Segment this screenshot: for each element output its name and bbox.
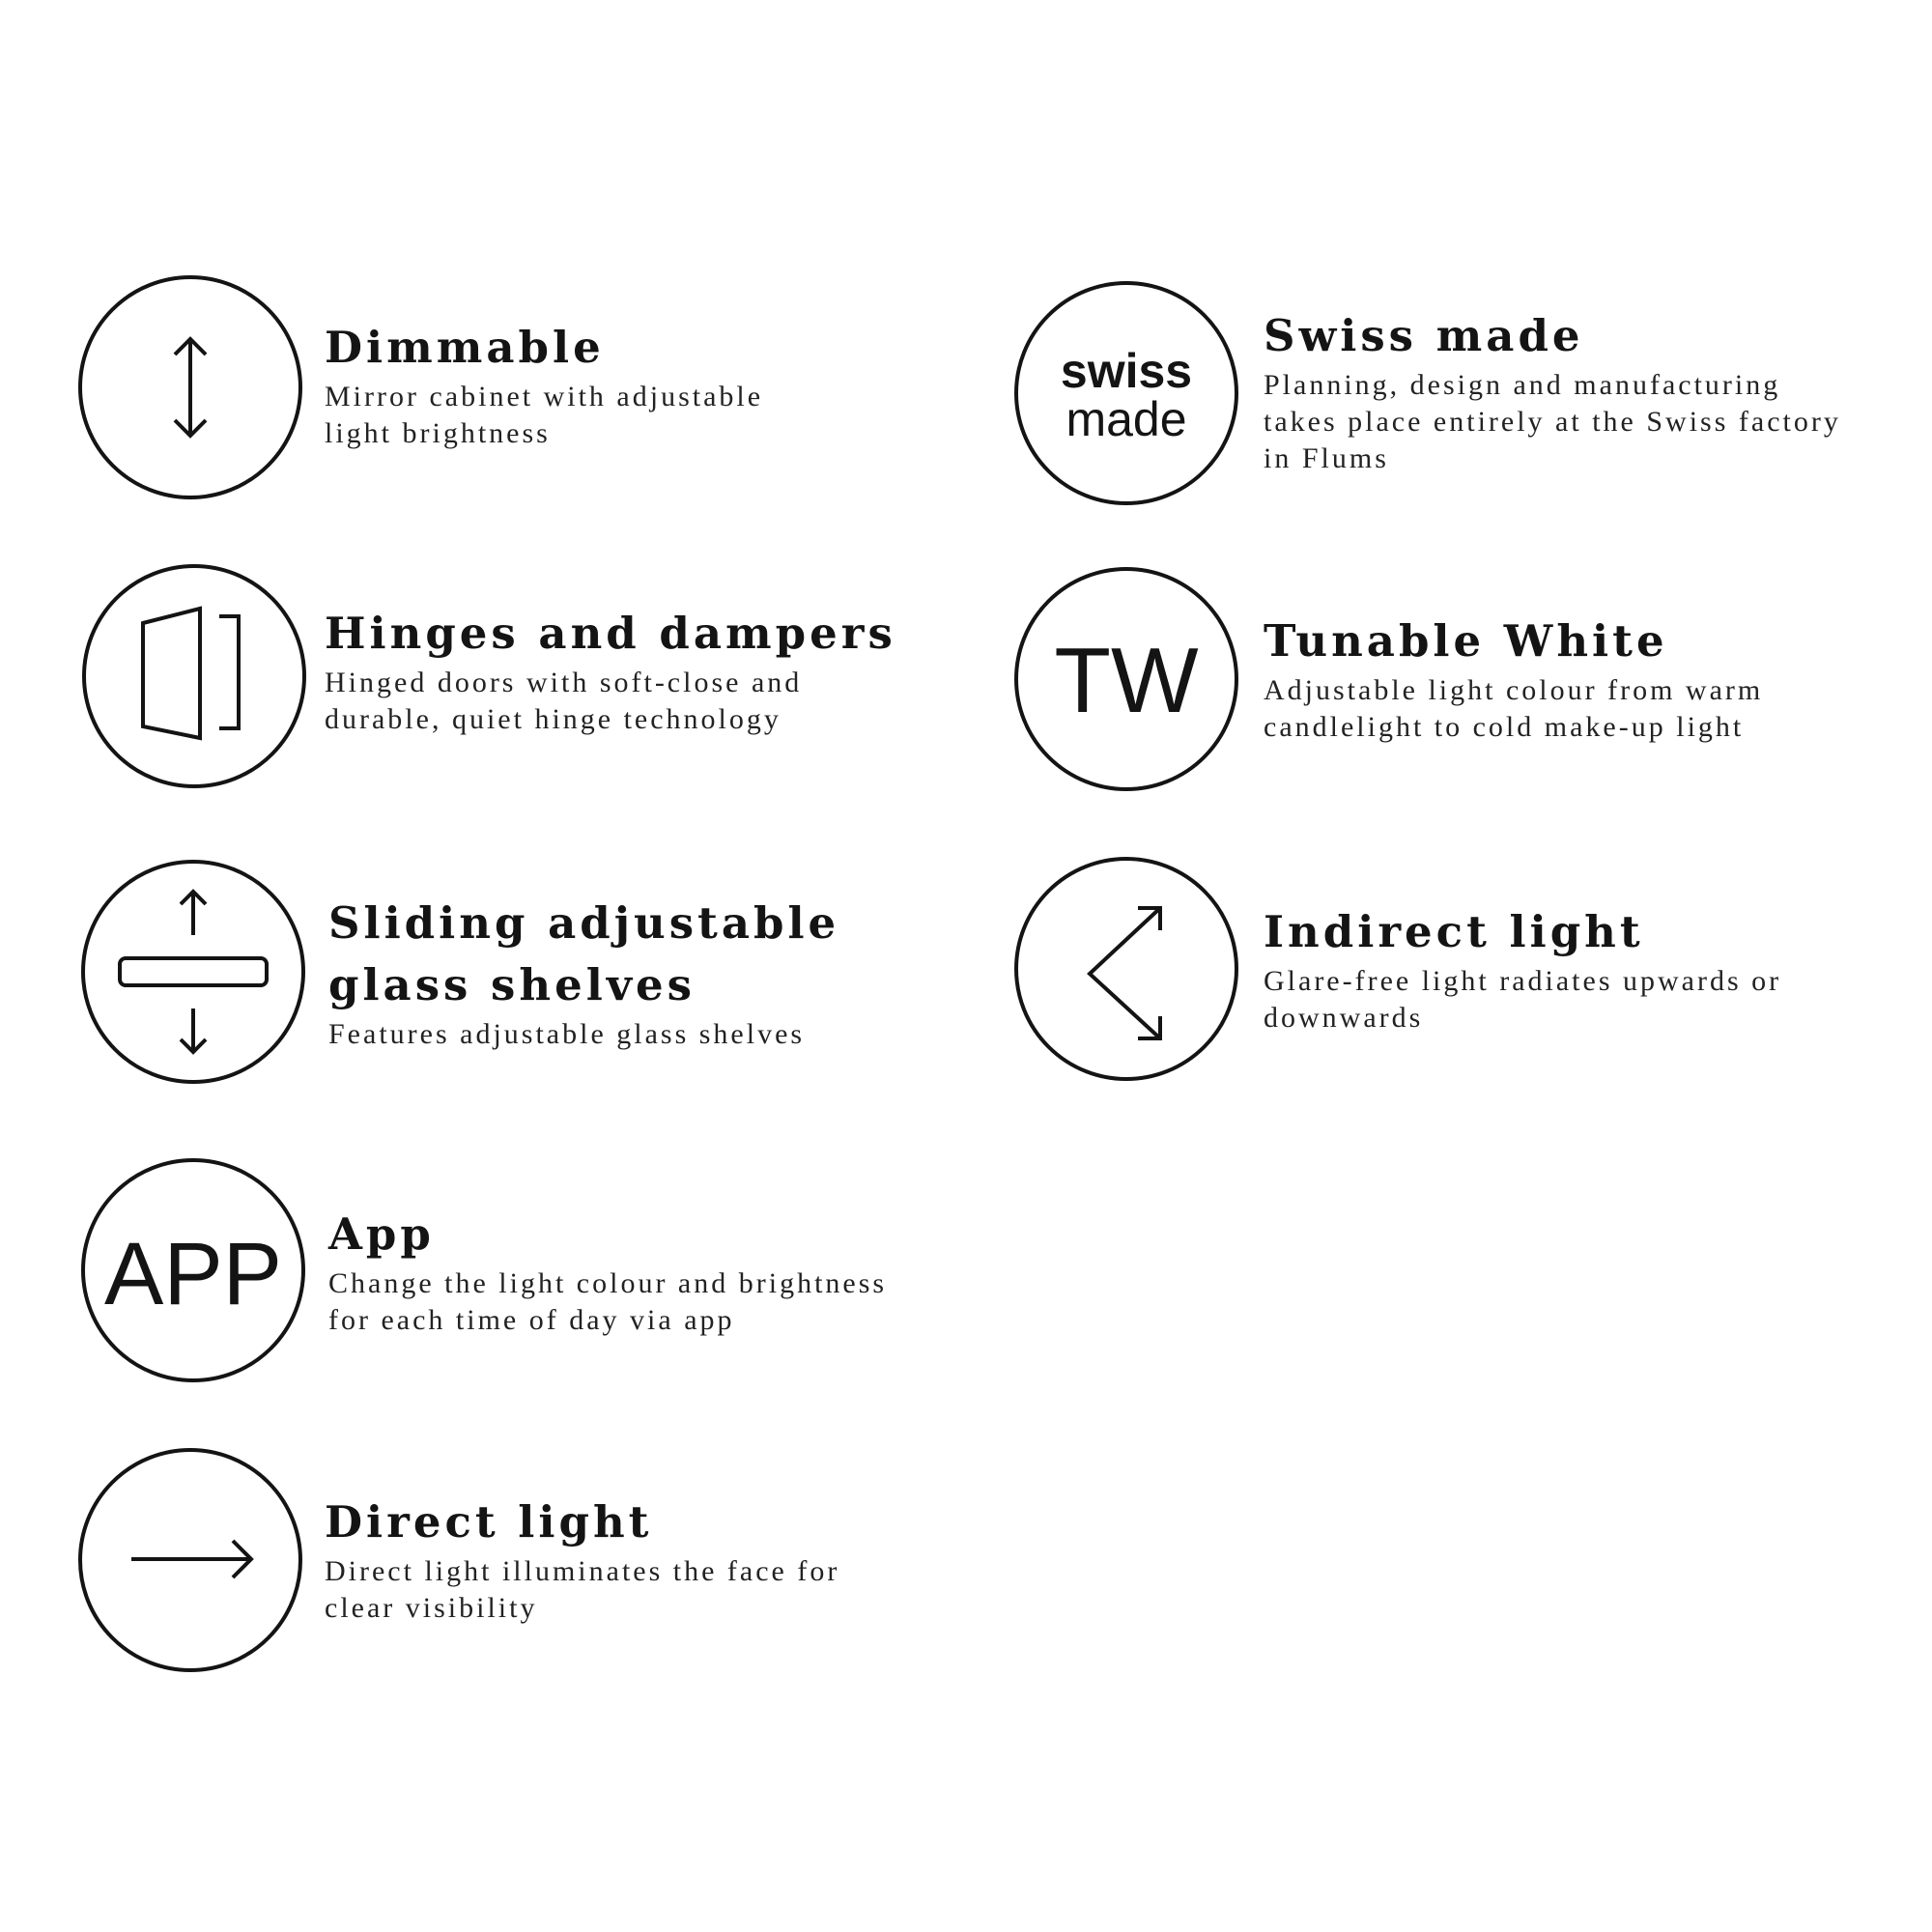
- feature-title: Sliding adjustable glass shelves: [328, 897, 840, 1010]
- vertical-double-arrow-icon: [76, 273, 304, 501]
- feature-title: Dimmable: [325, 322, 605, 373]
- feature-description: Direct light illuminates the face for clear visibility: [325, 1555, 840, 1624]
- feature-description: Hinged doors with soft-close and durable, quiet hinge technology: [325, 667, 803, 735]
- feature-title: Indirect light: [1264, 906, 1644, 957]
- angled-arrows-icon: [1012, 855, 1240, 1083]
- tw-text: TW: [1054, 629, 1199, 732]
- feature-title: Tunable White: [1264, 615, 1668, 667]
- open-door-icon: [80, 562, 308, 790]
- swiss-text: swiss: [1060, 344, 1193, 398]
- feature-description: Mirror cabinet with adjustable light brightness: [325, 381, 764, 449]
- feature-title: Swiss made: [1264, 310, 1584, 361]
- adjustable-shelf-icon: [79, 858, 307, 1086]
- feature-description: Features adjustable glass shelves: [328, 1018, 806, 1050]
- swiss-made-badge-icon: [1012, 279, 1240, 507]
- app-text: APP: [103, 1225, 283, 1323]
- feature-title: Hinges and dampers: [325, 608, 896, 659]
- tw-badge-icon: [1012, 565, 1240, 793]
- right-arrow-icon: [76, 1446, 304, 1674]
- feature-title: Direct light: [325, 1496, 653, 1548]
- feature-title: App: [328, 1208, 435, 1260]
- app-badge-icon: [79, 1156, 307, 1384]
- feature-description: Adjustable light colour from warm candlelight to cold make-up light: [1264, 674, 1764, 743]
- feature-description: Planning, design and manufacturing takes place entirely at the Swiss factory in Flums: [1264, 369, 1841, 474]
- feature-description: Glare-free light radiates upwards or downwards: [1264, 965, 1782, 1034]
- made-text: made: [1065, 392, 1187, 446]
- feature-description: Change the light colour and brightness for each time of day via app: [328, 1267, 888, 1336]
